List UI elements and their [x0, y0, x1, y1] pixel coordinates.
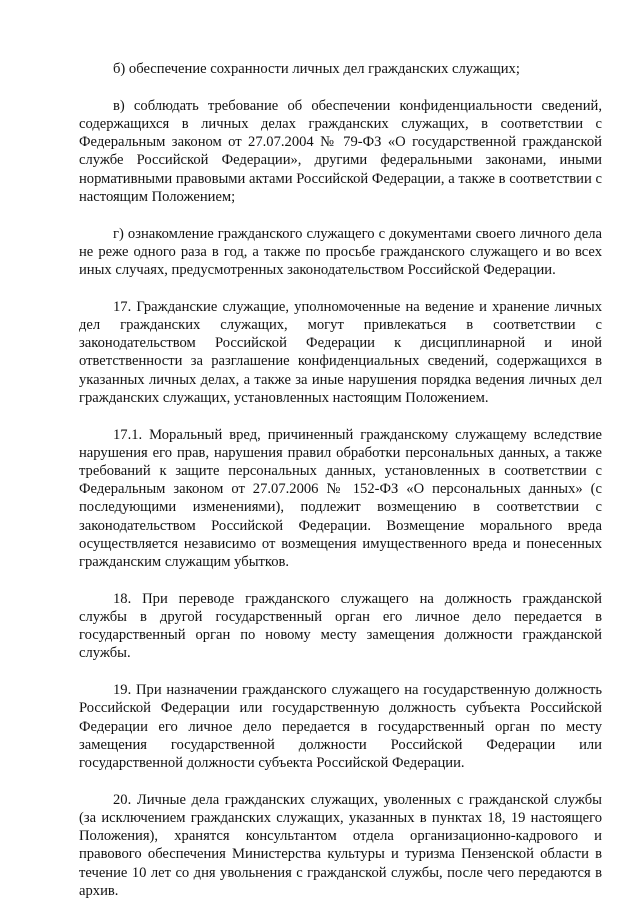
paragraph-18: 18. При переводе гражданского служащего на должность гражданской службы в другой государственный орган его личное дело передается в государственный орган по новому месту замещения должности гражданской службы.	[79, 590, 602, 662]
paragraph-g: г) ознакомление гражданского служащего с документами своего личного дела не реже одного раза в год, а также по просьбе гражданского служащего и во всех иных случаях, предусмотренных законодательством Российской Федерации.	[79, 225, 602, 279]
paragraph-17: 17. Гражданские служащие, уполномоченные на ведение и хранение личных дел гражданских служащих, могут привлекаться в соответствии с законодательством Российской Федерации к дисциплинарной и иной ответственности за разглашение конфиденциальных сведений, содержащихся в указанных личных делах, а также за иные нарушения порядка ведения личных дел гражданских служащих, установленных настоящим Положением.	[79, 298, 602, 406]
paragraph-b: б) обеспечение сохранности личных дел гражданских служащих;	[113, 61, 520, 77]
paragraph-17-1: 17.1. Моральный вред, причиненный гражданскому служащему вследствие нарушения его прав, нарушения правил обработки персональных данных, а также требований к защите персональных данных, установленных в соответствии с Федеральным законом от 27.07.2006 № 152-ФЗ «О персональных данных» (с последующими изменениями), подлежит возмещению в соответствии с законодательством Российской Федерации. Возмещение морального вреда осуществляется независимо от возмещения имущественного вреда и понесенных гражданским служащим убытков.	[79, 426, 602, 571]
document-body	[79, 60, 602, 919]
paragraph-v: в) соблюдать требование об обеспечении конфиденциальности сведений, содержащихся в личных делах гражданских служащих, в соответствии с Федеральным законом от 27.07.2004 № 79-ФЗ «О государственной гражданской службе Российской Федерации», другими федеральными законами, иными нормативными правовыми актами Российской Федерации, а также в соответствии с настоящим Положением;	[79, 97, 602, 205]
paragraph-20: 20. Личные дела гражданских служащих, уволенных с гражданской службы (за исключением гражданских служащих, указанных в пунктах 18, 19 настоящего Положения), хранятся консультантом отдела организационно-кадрового и правового обеспечения Министерства культуры и туризма Пензенской области в течение 10 лет со дня увольнения с гражданской службы, после чего передаются в архив.	[79, 791, 602, 899]
paragraph-19: 19. При назначении гражданского служащего на государственную должность Российской Федерации или государственную должность субъекта Российской Федерации его личное дело передается в государственный орган по месту замещения государственной должности Российской Федерации или государственной должности субъекта Российской Федерации.	[79, 682, 602, 772]
